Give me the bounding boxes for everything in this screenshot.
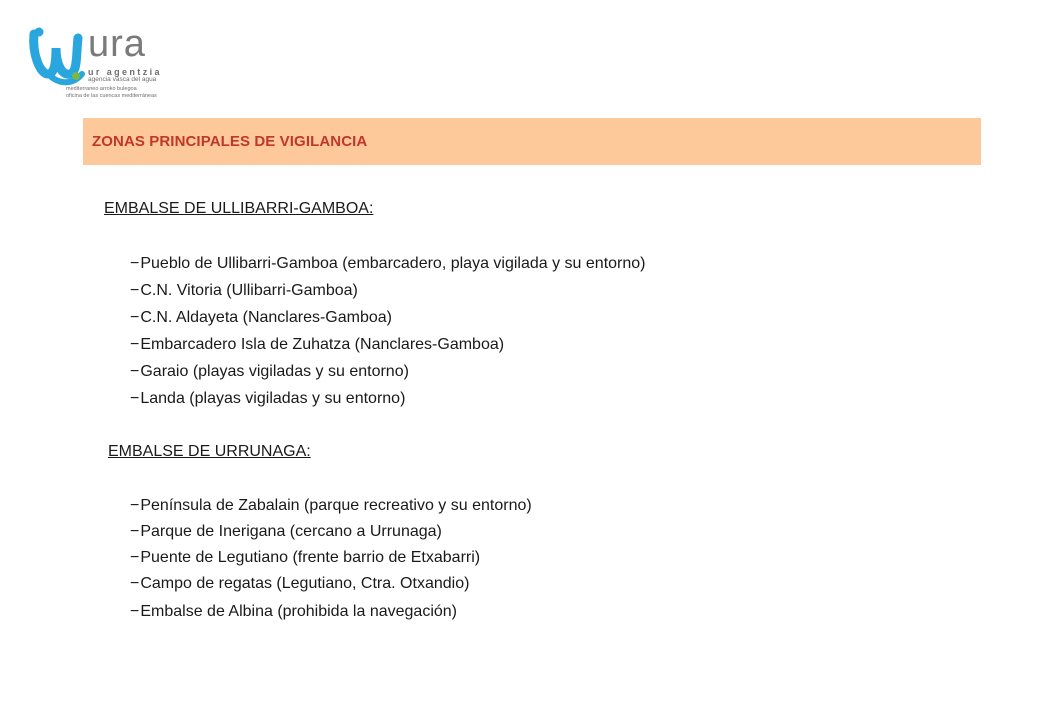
bullet: − — [130, 575, 140, 592]
list-item-text: Embalse de Albina (prohibida la navegación) — [140, 603, 457, 620]
list-item — [130, 574, 469, 594]
list-item-text: C.N. Aldayeta (Nanclares-Gamboa) — [140, 309, 392, 326]
list-item-text: C.N. Vitoria (Ullibarri-Gamboa) — [140, 282, 358, 299]
list-item-text: Península de Zabalain (parque recreativo y su entorno) — [140, 497, 532, 514]
bullet: − — [130, 255, 140, 272]
logo-agency-spanish: agencia vasca del agua — [88, 76, 157, 83]
list-item-text: Puente de Legutiano (frente barrio de Etxabarri) — [140, 549, 481, 566]
page-title: ZONAS PRINCIPALES DE VIGILANCIA — [92, 133, 368, 150]
list-item-text: Landa (playas vigiladas y su entorno) — [140, 390, 406, 407]
logo-office-spanish: oficina de las cuencas mediterráneas — [66, 93, 157, 99]
bullet: − — [130, 336, 140, 353]
bullet: − — [130, 523, 140, 540]
list-item — [130, 522, 442, 542]
bullet: − — [130, 282, 140, 299]
section-heading-ullibarri: EMBALSE DE ULLIBARRI-GAMBOA: — [104, 200, 374, 217]
logo-office-basque: mediterraneo arroko bulegoa — [66, 86, 137, 92]
bullet: − — [130, 603, 140, 620]
list-item-text: Parque de Inerigana (cercano a Urrunaga) — [140, 523, 442, 540]
list-item — [130, 602, 457, 622]
list-item-text: Pueblo de Ullibarri-Gamboa (embarcadero, playa vigilada y su entorno) — [140, 255, 646, 272]
list-item — [130, 281, 358, 301]
bullet: − — [130, 497, 140, 514]
list-item — [130, 308, 392, 328]
list-item — [130, 496, 532, 516]
ura-logo — [26, 20, 176, 106]
ura-wave-icon — [26, 24, 88, 90]
section-heading-urrunaga: EMBALSE DE URRUNAGA: — [108, 443, 311, 460]
bullet: − — [130, 390, 140, 407]
list-item — [130, 389, 405, 409]
list-item — [130, 548, 480, 568]
logo-agency-basque: ur agentzia — [88, 67, 162, 77]
title-banner — [83, 118, 981, 165]
bullet: − — [130, 549, 140, 566]
list-item — [130, 335, 504, 355]
list-item — [130, 254, 646, 274]
list-item-text: Campo de regatas (Legutiano, Ctra. Otxandio) — [140, 575, 470, 592]
logo-wordmark: ura — [88, 23, 146, 65]
list-item-text: Garaio (playas vigiladas y su entorno) — [140, 363, 409, 380]
list-item-text: Embarcadero Isla de Zuhatza (Nanclares-Gamboa) — [140, 336, 505, 353]
bullet: − — [130, 309, 140, 326]
list-item — [130, 362, 409, 382]
bullet: − — [130, 363, 140, 380]
